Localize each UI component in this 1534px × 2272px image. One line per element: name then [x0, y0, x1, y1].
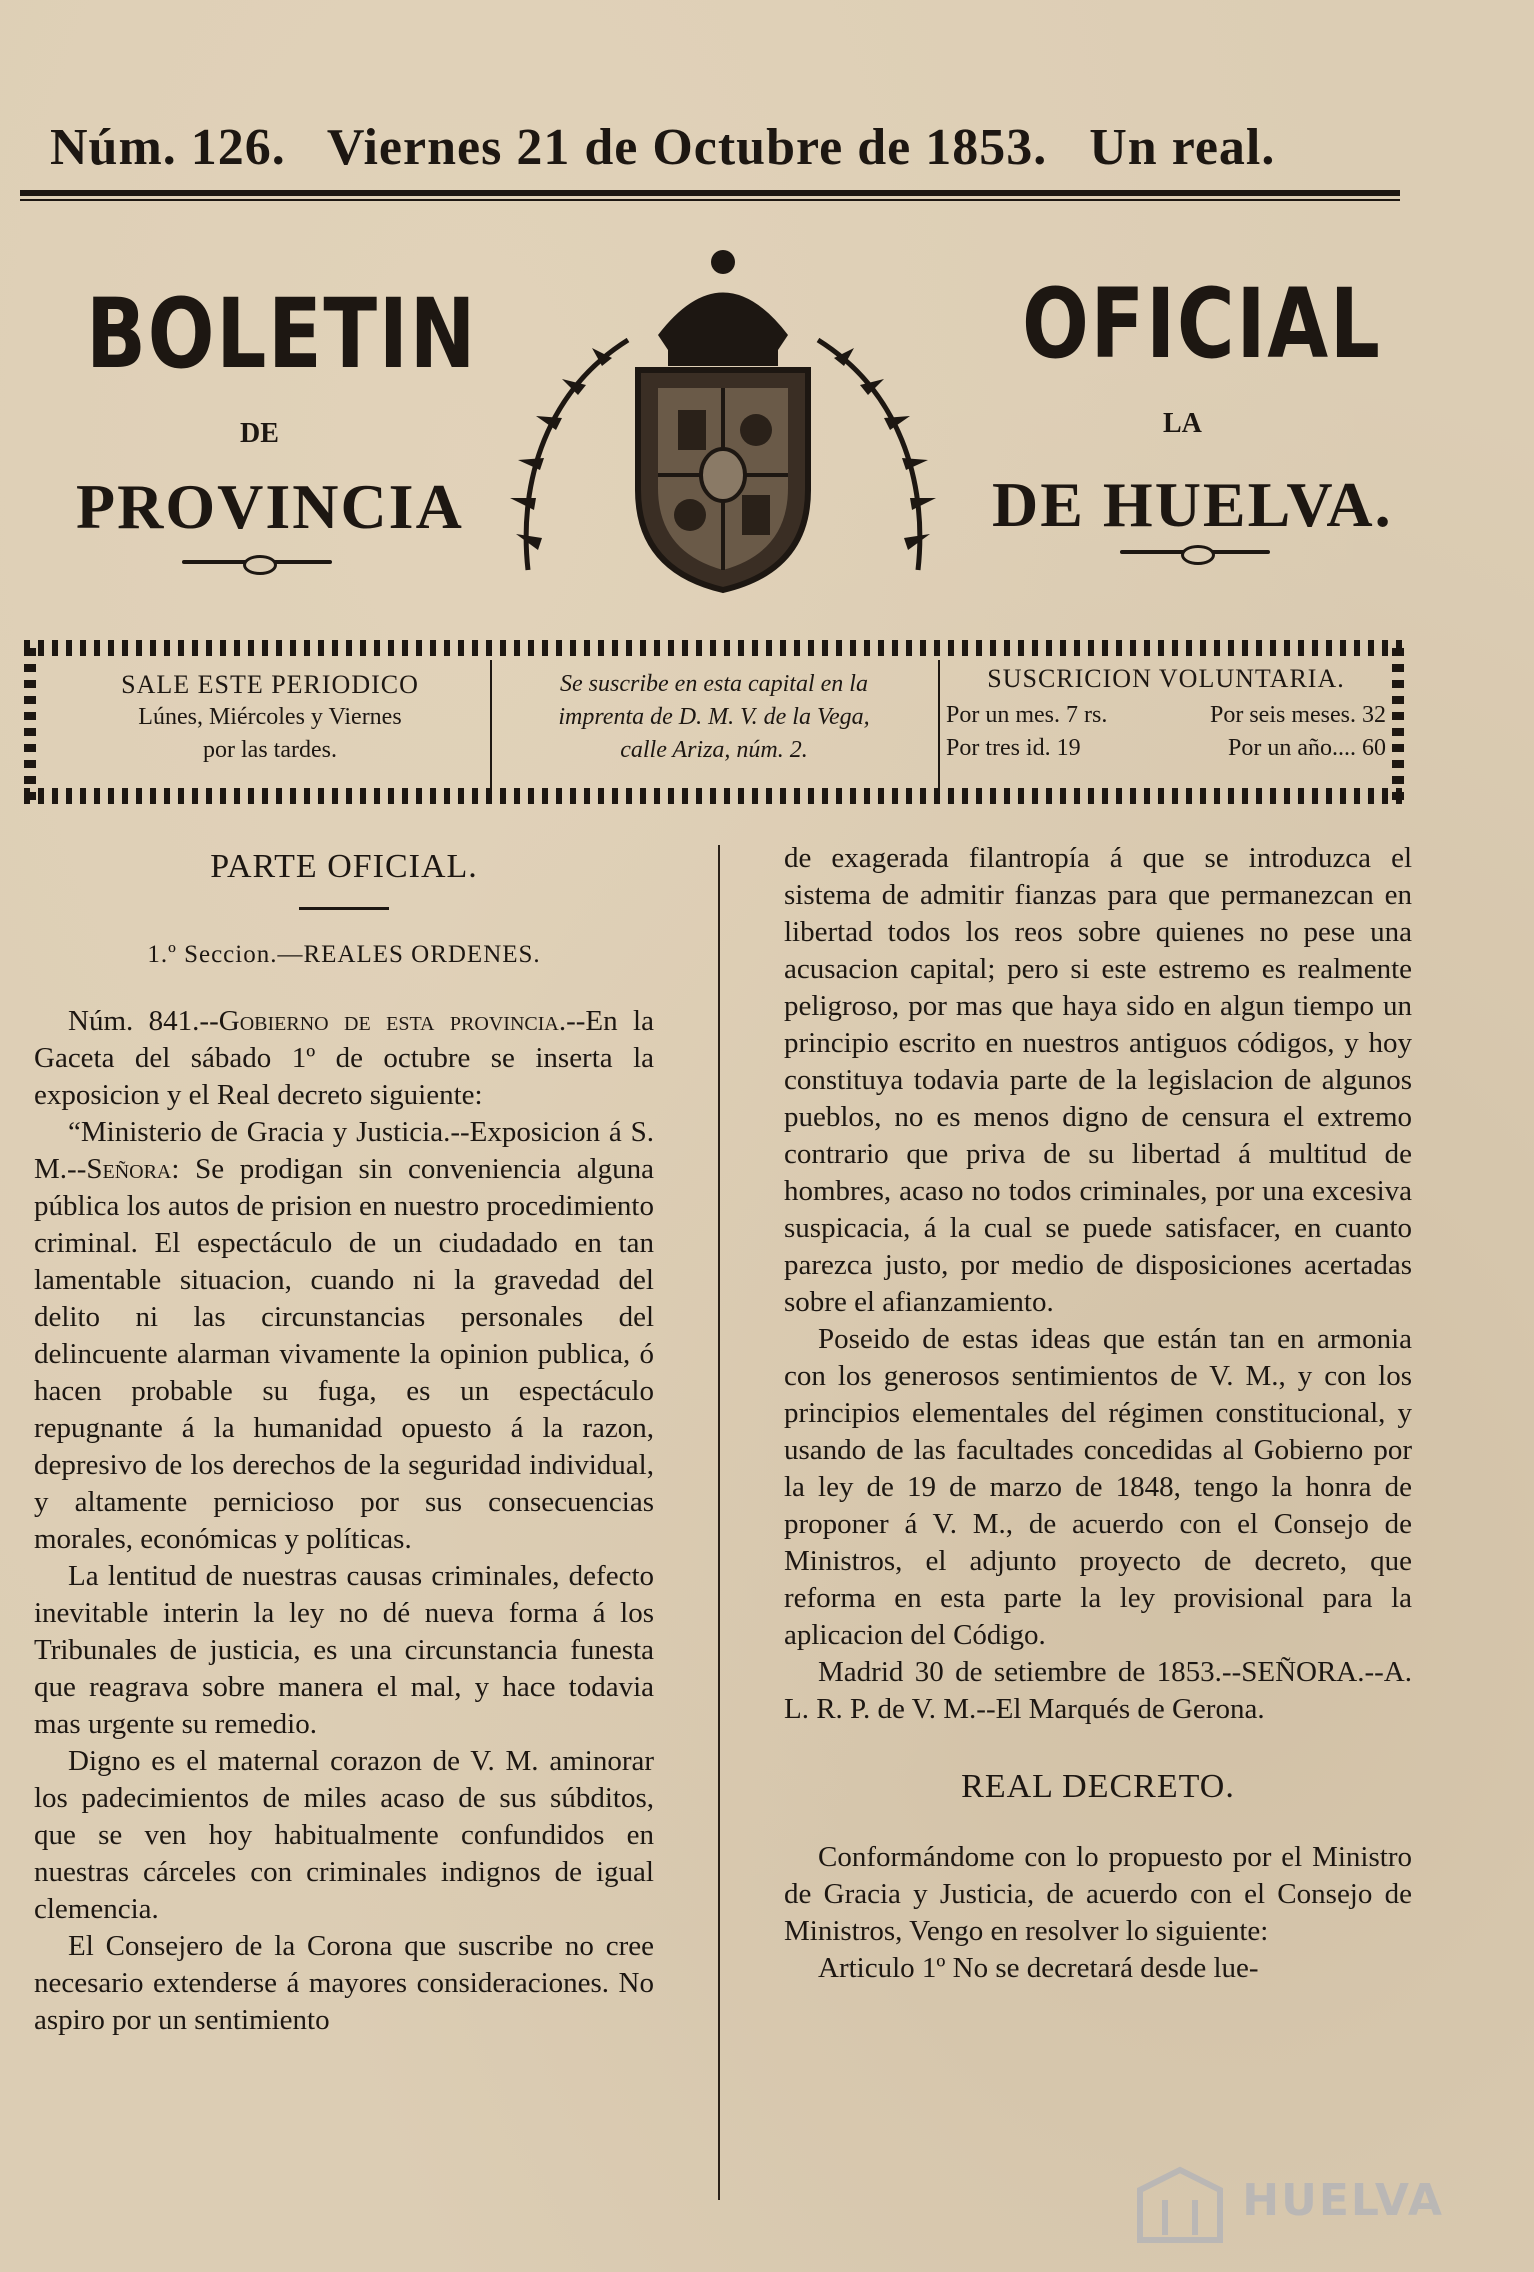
- section-heading-parte-oficial: PARTE OFICIAL.: [210, 848, 478, 885]
- band-publication-time: por las tardes.: [203, 737, 337, 763]
- band-border-top: [24, 640, 1404, 656]
- title-boletin: BOLETIN: [86, 278, 478, 390]
- paragraph-digno: Digno es el maternal corazon de V. M. aminorar los padecimientos de miles acaso de sus súbditos, que se ven hoy habitualmente confundidos en nuestras cárceles con criminales indignos de igual clemencia.: [34, 1745, 654, 1925]
- order-text: --En la Gaceta del sábado 1º de octubre se inserta la exposicion y el Real decreto siguiente:: [34, 1005, 654, 1111]
- band-border-bottom: [24, 788, 1404, 804]
- title-provincia: PROVINCIA: [76, 471, 464, 542]
- issue-number: Núm. 126.: [50, 119, 286, 176]
- issue-price: Un real.: [1089, 119, 1276, 176]
- band-separator-1: [490, 660, 492, 788]
- band-prices-title: SUSCRICION VOLUNTARIA.: [987, 664, 1345, 693]
- order-authority: Gobierno de esta provincia.: [218, 1005, 567, 1037]
- band-border-left: [24, 640, 36, 800]
- band-subscription-line-2: imprenta de D. M. V. de la Vega,: [558, 704, 870, 730]
- paragraph-lentitud: La lentitud de nuestras causas criminales, defecto inevitable interin la ley no dé nueva forma á los Tribunales de justicia, es una circunstancia funesta que reagrava sobre manera el mal, y hace todavia mas urgente su remedio.: [34, 1560, 654, 1740]
- band-separator-2: [938, 660, 940, 788]
- band-publication-title: SALE ESTE PERIODICO: [121, 670, 419, 699]
- right-flourish: [1120, 550, 1270, 554]
- price-three-months: Por tres id. 19: [946, 735, 1081, 761]
- exposicion-lead: “Ministerio de Gracia y Justicia.--Exposicion á S. M.--: [34, 1116, 654, 1185]
- band-prices: [946, 662, 1386, 765]
- paragraph-poseido: Poseido de estas ideas que están tan en armonia con los generosos sentimientos de V. M., y con los principios elementales del régimen constitucional, y usando de las facultades concedidas al Gobierno por la ley de 19 de marzo de 1848, tengo la honra de proponer á V. M., de acuerdo con el Consejo de Ministros, el adjunto proyecto de decreto, que reforma en esta parte la ley provisional para la aplicacion del Código.: [784, 1323, 1412, 1651]
- library-logo-icon: [1130, 2160, 1230, 2250]
- paragraph-conformandome: Conformándome con lo propuesto por el Ministro de Gracia y Justicia, de acuerdo con el Consejo de Ministros, Vengo en resolver lo siguiente:: [784, 1841, 1412, 1947]
- band-subscription-place: [500, 668, 928, 767]
- right-column: [784, 840, 1412, 1987]
- section-heading-real-decreto: REAL DECRETO.: [961, 1768, 1235, 1805]
- title-la: LA: [1163, 408, 1202, 439]
- ornament-divider: [299, 907, 389, 910]
- title-de-huelva: DE HUELVA.: [992, 469, 1393, 540]
- coat-of-arms-icon: [498, 240, 948, 600]
- paragraph-consejero: El Consejero de la Corona que suscribe no cree necesario extenderse á mayores consideraciones. No aspiro por un sentimiento: [34, 1930, 654, 2036]
- band-subscription-line-1: Se suscribe en esta capital en la: [560, 671, 868, 697]
- section-subheading: 1.º Seccion.—REALES ORDENES.: [147, 941, 541, 968]
- masthead-rule: [20, 190, 1400, 196]
- paragraph-num-841: [34, 1003, 654, 1114]
- left-flourish: [182, 560, 332, 564]
- band-price-row-2: [946, 732, 1386, 765]
- paragraph-filantropia: de exagerada filantropía á que se introduzca el sistema de admitir fianzas para que permanezcan en libertad todos los reos sobre quienes no pese una acusacion capital; pero si este estremo es realmente peligroso, por mas que haya sido en algun tiempo un principio escrito en nuestros antiguos códigos, y hoy constituya todavia parte de la legislacion de algunos pueblos, no es menos digno de censura el extremo contrario que priva de su libertad á multitud de hombres, acaso no todos criminales, por una excesiva suspicacia, á la cual se puede satisfacer, en cuanto parezca justo, por medio de disposiciones acertadas sobre el afianzamiento.: [784, 842, 1412, 1318]
- masthead-date-line: [50, 118, 1370, 177]
- band-border-right: [1392, 640, 1404, 800]
- order-number: Núm. 841.--: [68, 1005, 219, 1037]
- band-publication-days: Lúnes, Miércoles y Viernes: [138, 704, 402, 730]
- left-column: [34, 848, 654, 2039]
- watermark-huelva: HUELVA: [1242, 2175, 1444, 2226]
- title-oficial: OFICIAL: [1022, 268, 1382, 380]
- paragraph-exposicion: [34, 1114, 654, 1558]
- exposicion-address: Señora: [86, 1153, 172, 1185]
- band-publication-info: [60, 668, 480, 767]
- issue-date: Viernes 21 de Octubre de 1853.: [326, 119, 1048, 176]
- price-six-months: Por seis meses. 32: [1210, 702, 1386, 728]
- band-subscription-line-3: calle Ariza, núm. 2.: [620, 737, 808, 763]
- paragraph-articulo-1: Articulo 1º No se decretará desde lue-: [818, 1952, 1259, 1984]
- exposicion-text: : Se prodigan sin conveniencia alguna pública los autos de prision en nuestro procedimiento criminal. El espectáculo de un ciudadado en tan lamentable situacion, cuando ni la gravedad del delito ni las circunstancias personales del delincuente alarman vivamente la opinion publica, ó hacen probable su fuga, es un espectáculo repugnante á la humanidad opuesto á la razon, depresivo de los derechos de la seguridad individual, y altamente pernicioso por sus consecuencias morales, económicas y políticas.: [34, 1153, 654, 1555]
- band-price-row-1: [946, 699, 1386, 732]
- price-one-year: Por un año.... 60: [1228, 735, 1386, 761]
- title-de: DE: [240, 418, 279, 449]
- column-divider: [718, 845, 720, 2200]
- price-one-month: Por un mes. 7 rs.: [946, 702, 1108, 728]
- masthead-rule-thin: [20, 199, 1400, 201]
- paragraph-madrid-date: Madrid 30 de setiembre de 1853.--SEÑORA.--A. L. R. P. de V. M.--El Marqués de Gerona.: [784, 1656, 1412, 1725]
